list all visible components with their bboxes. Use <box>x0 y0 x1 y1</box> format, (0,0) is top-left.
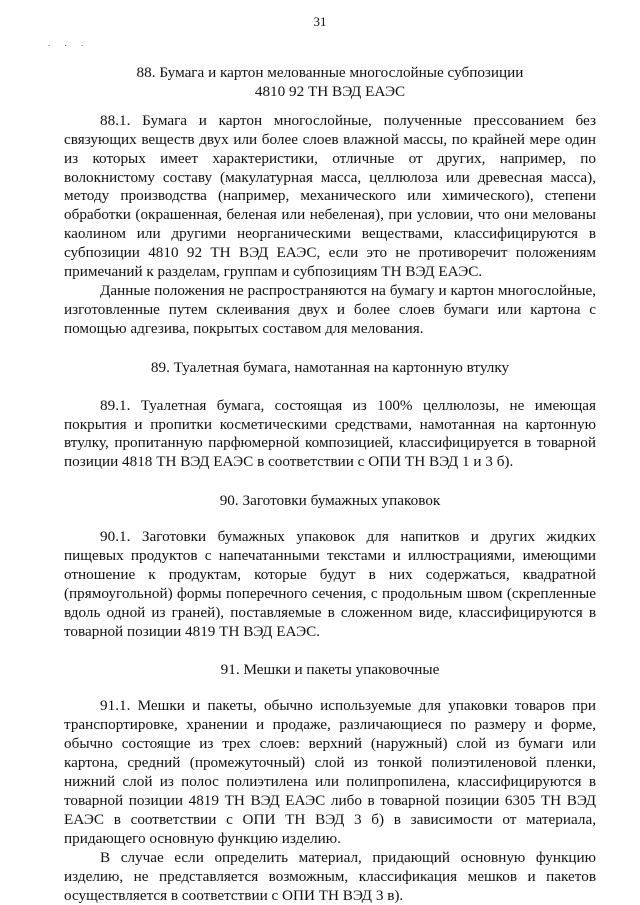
paragraph-89-1: 89.1. Туалетная бумага, состоящая из 100% целлюлозы, не имеющая покрытия и пропитки косметическими средствами, намотанная на картонную втулку, пропитанную парфюмерной композицией, классифицируется в товарной позиции 4818 ТН ВЭД ЕАЭС в соответствии с ОПИ ТН ВЭД 1 и 3 б). <box>64 396 596 471</box>
section-88-heading <box>64 64 596 102</box>
paragraph-91-1: 91.1. Мешки и пакеты, обычно используемые для упаковки товаров при транспортировке, хранении и продаже, различающиеся по размеру и форме, обычно состоящие из трех слоев: верхний (наружный) слой из бумаги или картона, средний (промежуточный) слой из тонкой полиэтиленовой пленки, нижний слой из полос полиэтилена или полипропилена, классифицируются в товарной позиции 4819 ТН ВЭД ЕАЭС либо в товарной позиции 6305 ТН ВЭД ЕАЭС в соответствии с ОПИ ТН ВЭД 3 б) в зависимости от материала, придающего основную функцию изделию. <box>64 697 596 847</box>
paragraph-88-note: Данные положения не распространяются на бумагу и картон многослойные, изготовленные путем склеивания двух и более слоев бумаги или картона с помощью адгезива, покрытых составом для мелования. <box>64 281 596 337</box>
page-number: 31 <box>313 14 327 29</box>
section-89-heading: 89. Туалетная бумага, намотанная на картонную втулку <box>150 358 510 376</box>
section-88-heading-line1: 88. Бумага и картон мелованные многослойные субпозиции <box>136 64 524 81</box>
document-body <box>64 64 596 905</box>
section-88-heading-line2: 4810 92 ТН ВЭД ЕАЭС <box>254 82 406 100</box>
paragraph-88-1: 88.1. Бумага и картон многослойные, полученные прессованием без связующих веществ двух или более слоев влажной массы, по крайней мере один из которых имеет характеристики, отличные от других, например, по волокнистому составу (макулатурная масса, целлюлоза или древесная масса), методу производства (например, механического или химического), степени обработки (окрашенная, беленая или небеленая), при условии, что они мелованы каолином или другими неорганическими веществами, классифицируются в субпозиции 4810 92 ТН ВЭД ЕАЭС, если это не противоречит положениям примечаний к разделам, группам и субпозициям ТН ВЭД ЕАЭС. <box>64 111 596 281</box>
paragraph-91-note: В случае если определить материал, придающий основную функцию изделию, не представляется возможным, классификация мешков и пакетов осуществляется в соответствии с ОПИ ТН ВЭД 3 в). <box>64 848 596 904</box>
section-91-heading: 91. Мешки и пакеты упаковочные <box>220 660 440 678</box>
scan-specks: . . . <box>48 38 90 48</box>
paragraph-90-1: 90.1. Заготовки бумажных упаковок для напитков и других жидких пищевых продуктов с напечатанными текстами и иллюстрациями, имеющими отношение к продуктам, которые будут в них содержаться, квадратной (прямоугольной) формы поперечного сечения, с продольным швом (скрепленные вдоль одной из граней), поставляемые в сложенном виде, классифицируются в товарной позиции 4819 ТН ВЭД ЕАЭС. <box>64 528 596 640</box>
section-90-heading: 90. Заготовки бумажных упаковок <box>219 492 441 510</box>
